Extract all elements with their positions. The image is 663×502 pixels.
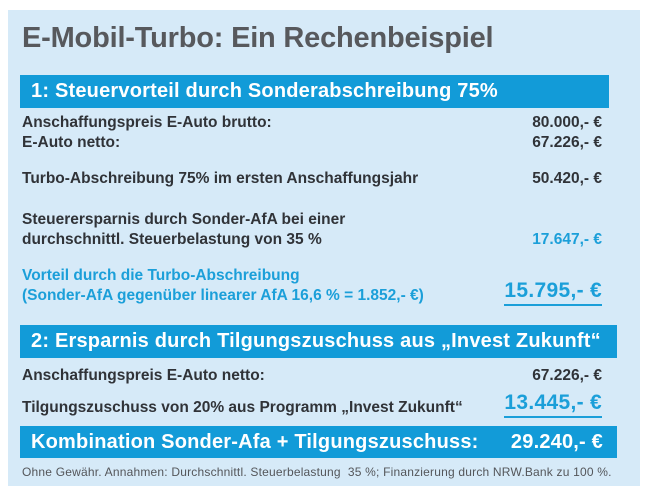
total-value: 29.240,- € <box>510 430 603 453</box>
section1-header-label: 1: Steuervorteil durch Sonderabschreibung 75% <box>31 80 498 102</box>
row-brutto-label: Anschaffungspreis E-Auto brutto: <box>22 114 272 131</box>
disclaimer-text: Ohne Gewähr. Annahmen: Durchschnittl. Steuerbelastung 35 %; Finanzierung durch NRW.Bank zu 100 %. <box>22 465 612 479</box>
row-brutto-value: 80.000,- € <box>532 114 602 131</box>
row-netto-label: E-Auto netto: <box>22 134 121 151</box>
row-steuerersparnis-value: 17.647,- € <box>532 231 602 248</box>
row-netto-value: 67.226,- € <box>532 134 602 151</box>
row-turbo-afa-label: Turbo-Abschreibung 75% im ersten Anschaffungsjahr <box>22 170 419 187</box>
row-netto2-label: Anschaffungspreis E-Auto netto: <box>22 367 265 384</box>
row-vorteil-label-line1: Vorteil durch die Turbo-Abschreibung <box>22 267 300 284</box>
row-netto2-value: 67.226,- € <box>532 367 602 384</box>
row-vorteil-value: 15.795,- € <box>504 279 602 306</box>
row-steuerersparnis-label-line1: Steuerersparnis durch Sonder-AfA bei einer <box>22 211 346 228</box>
row-turbo-afa-value: 50.420,- € <box>532 170 602 187</box>
page-title: E-Mobil-Turbo: Ein Rechenbeispiel <box>22 22 494 54</box>
total-label: Kombination Sonder-Afa + Tilgungszuschuss: <box>31 430 479 453</box>
total-bar <box>20 426 617 458</box>
row-steuerersparnis-label-line2: durchschnittl. Steuerbelastung von 35 % <box>22 231 322 248</box>
row-tilgungszuschuss-value: 13.445,- € <box>504 391 602 418</box>
row-tilgungszuschuss-label: Tilgungszuschuss von 20% aus Programm „Invest Zukunft“ <box>22 399 463 416</box>
section1-header-bar <box>20 75 609 108</box>
infographic-panel <box>8 10 640 486</box>
row-vorteil-label-line2: (Sonder-AfA gegenüber linearer AfA 16,6 % = 1.852,- €) <box>22 287 424 304</box>
section2-header-bar <box>20 325 617 358</box>
section2-header-label: 2: Ersparnis durch Tilgungszuschuss aus „Invest Zukunft“ <box>31 330 601 352</box>
